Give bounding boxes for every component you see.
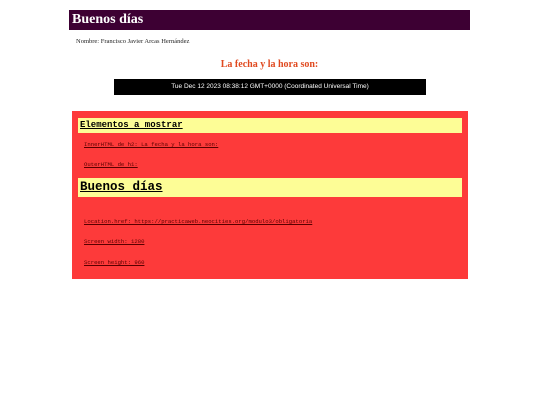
outerhtml-h1-link[interactable]: OuterHTML de h1:: [84, 161, 138, 168]
author-name: Nombre: Francisco Javier Arcas Hernández: [76, 38, 190, 45]
elements-panel: [72, 111, 468, 279]
innerhtml-h2-link[interactable]: InnerHTML de h2: La fecha y la hora son:: [84, 141, 219, 148]
date-heading: La fecha y la hora son:: [220, 59, 319, 70]
page-header: [69, 10, 470, 30]
screen-width-link[interactable]: Screen width: 1280: [84, 238, 145, 245]
outer-h1-bar: [78, 178, 462, 197]
screen-height-link[interactable]: Screen height: 960: [84, 259, 145, 266]
outer-h1-heading: Buenos días: [80, 180, 163, 194]
elements-heading: Elementos a mostrar: [80, 120, 183, 130]
page-title: Buenos días: [72, 12, 144, 27]
location-href-link[interactable]: Location.href: https://practicaweb.neocities.org/modulo3/obligatoria: [84, 218, 313, 225]
datetime-display: Tue Dec 12 2023 08:38:12 GMT+0000 (Coordinated Universal Time): [114, 79, 426, 95]
elements-heading-bar: [78, 118, 462, 133]
